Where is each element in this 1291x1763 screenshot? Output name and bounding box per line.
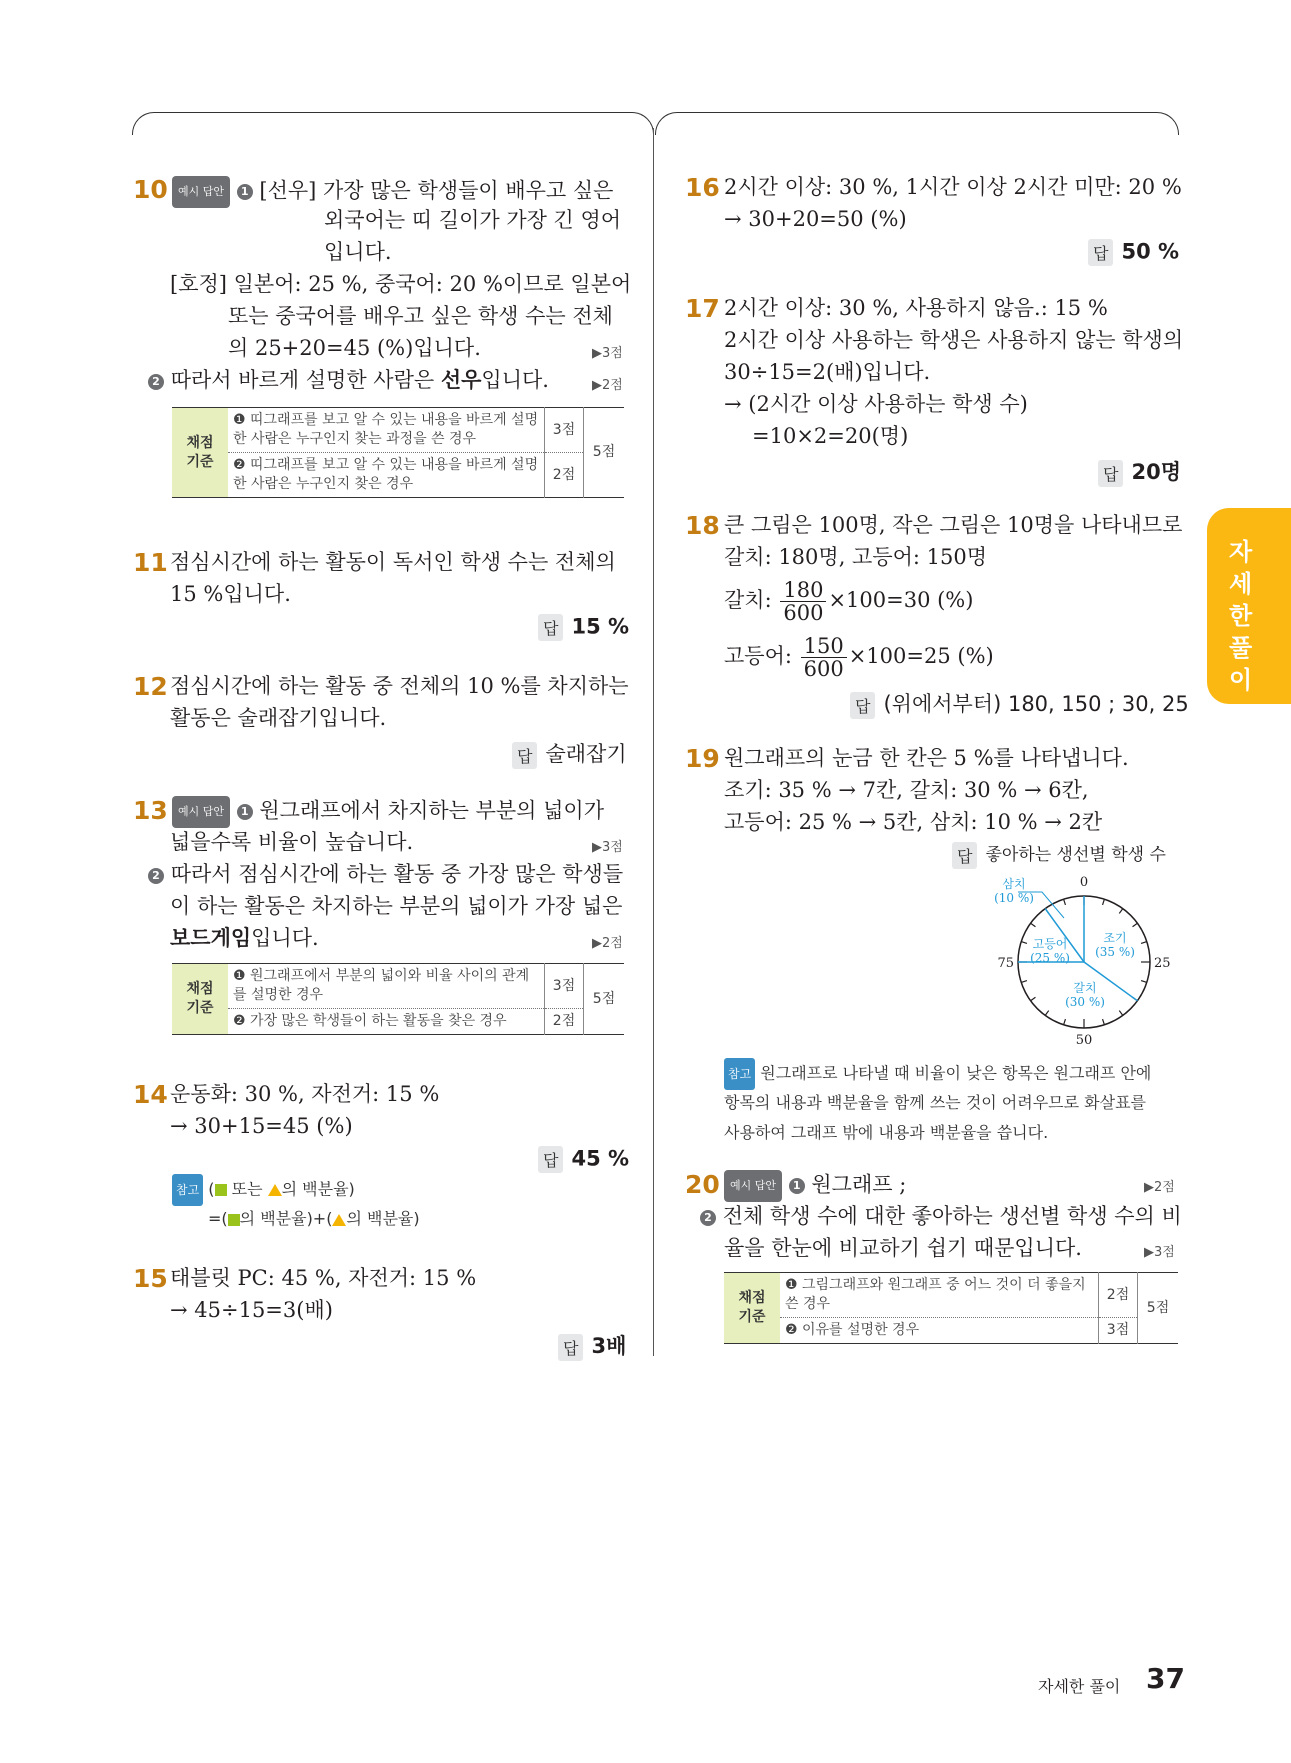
- pie-tick: [1064, 899, 1066, 905]
- slice-label-jogi: 조기: [1103, 931, 1127, 945]
- criteria-2: ❷ 가장 많은 학생들이 하는 활동을 찾은 경우: [233, 1013, 507, 1029]
- q10-line-3: 입니다.: [324, 240, 392, 264]
- criteria-1: ❶ 그림그래프와 원그래프 중 어느 것이 더 좋을지 쓴 경우: [780, 1273, 1099, 1318]
- q17-line-3: 30÷15=2(배)입니다.: [724, 360, 931, 384]
- q15-line-2: → 45÷15=3(배): [170, 1298, 333, 1322]
- q13-line-1: 예시 답안 1 원그래프에서 차지하는 부분의 넓이가: [172, 796, 604, 828]
- tick-label-50: 50: [1075, 1033, 1093, 1048]
- q12-line-1: 점심시간에 하는 활동 중 전체의 10 %를 차지하는: [170, 674, 629, 698]
- yellow-triangle-icon: [332, 1214, 346, 1226]
- q10-line-7: 2 따라서 바르게 설명한 사람은 선우입니다.: [148, 366, 549, 394]
- column-divider: [653, 128, 654, 1356]
- footer-section-label: 자세한 풀이: [1038, 1677, 1121, 1696]
- q17-line-5: =10×2=20(명): [752, 424, 909, 448]
- q20-line-1: 예시 답안 1 원그래프 ;: [724, 1170, 906, 1202]
- q14-line-1: 운동화: 30 %, 자전거: 15 %: [170, 1082, 440, 1106]
- side-tab-char: 이: [1229, 666, 1253, 694]
- scoring-criteria-table: [172, 407, 624, 498]
- criteria-2: ❷ 띠그래프를 보고 알 수 있는 내용을 바르게 설명한 사람은 누구인지 찾은 경우: [233, 457, 539, 492]
- green-square-icon: [215, 1184, 227, 1196]
- fraction: $\frac{180}{600}$: [780, 579, 826, 624]
- answer: 답 20명: [1098, 456, 1181, 487]
- scoring-criteria-table: [724, 1272, 1178, 1344]
- pie-chart: [960, 872, 1180, 1052]
- criteria-total: 5점: [584, 964, 625, 1035]
- answer: 답 15 %: [538, 614, 629, 641]
- question-number: 18: [685, 511, 720, 540]
- criteria-2: ❷ 이유를 설명한 경우: [785, 1322, 920, 1338]
- question-number: 16: [685, 173, 720, 202]
- answer: 답 45 %: [538, 1146, 629, 1173]
- q10-line-6: 의 25+20=45 (%)입니다.: [228, 336, 481, 360]
- q17-line-4: → (2시간 이상 사용하는 학생 수): [724, 392, 1028, 416]
- tick-label-25: 25: [1154, 956, 1171, 971]
- question-number: 10: [133, 175, 168, 204]
- pie-tick: [1141, 942, 1147, 944]
- points-label: ▶2점: [1144, 1180, 1175, 1195]
- q10-line-4: [호정] 일본어: 25 %, 중국어: 20 %이므로 일본어: [170, 272, 632, 296]
- step-2-icon: 2: [148, 868, 164, 884]
- pie-tick: [1031, 997, 1036, 1001]
- right-column-frame: [655, 112, 1179, 135]
- q15-line-1: 태블릿 PC: 45 %, 자전거: 15 %: [170, 1266, 477, 1290]
- criteria-2-points: 2점: [545, 453, 584, 498]
- answer: 답 술래잡기: [512, 738, 627, 769]
- answer: 답 50 %: [1088, 239, 1179, 266]
- criteria-2-points: 3점: [1099, 1318, 1138, 1344]
- criteria-label: 채점 기준: [172, 964, 228, 1035]
- q16-line-2: → 30+20=50 (%): [724, 207, 907, 231]
- q20-line-2: 2 전체 학생 수에 대한 좋아하는 생선별 학생 수의 비: [700, 1202, 1182, 1230]
- criteria-total: 5점: [584, 408, 625, 498]
- q18-fraction-2: 고등어: $\frac{150}{600}$ ×100=25 (%): [724, 634, 994, 681]
- q11-line-1: 점심시간에 하는 활동이 독서인 학생 수는 전체의: [170, 550, 616, 574]
- q19-line-1: 원그래프의 눈금 한 칸은 5 %를 나타냅니다.: [724, 746, 1129, 770]
- tick-label-0: 0: [1079, 875, 1089, 890]
- criteria-1-points: 3점: [545, 964, 584, 1009]
- pie-tick: [1119, 1011, 1123, 1016]
- criteria-label: 채점 기준: [172, 408, 228, 498]
- step-2-icon: 2: [700, 1210, 716, 1226]
- pie-tick: [1141, 981, 1147, 983]
- side-tab-char: 풀: [1229, 634, 1253, 662]
- question-number: 15: [133, 1264, 168, 1293]
- q18-line-2: 갈치: 180명, 고등어: 150명: [724, 545, 988, 569]
- q13-line-2: 넓을수록 비율이 높습니다.: [170, 830, 414, 854]
- q10-line-2: 외국어는 띠 길이가 가장 긴 영어: [324, 208, 622, 232]
- points-label: ▶2점: [592, 936, 623, 951]
- q17-line-2: 2시간 이상 사용하는 학생은 사용하지 않는 학생의: [724, 328, 1184, 352]
- criteria-1-points: 3점: [545, 408, 584, 453]
- q20-line-3: 율을 한눈에 비교하기 쉽기 때문입니다.: [724, 1236, 1082, 1260]
- criteria-1: ❶ 원그래프에서 부분의 넓이와 비율 사이의 관계를 설명한 경우: [228, 964, 545, 1009]
- step-1-icon: 1: [789, 1178, 805, 1194]
- side-section-tab[interactable]: [1207, 508, 1291, 704]
- criteria-total: 5점: [1138, 1273, 1179, 1344]
- example-answer-badge: 예시 답안: [172, 176, 230, 208]
- q18-fraction-1: 갈치: $\frac{180}{600}$ ×100=30 (%): [724, 578, 974, 625]
- points-label: ▶3점: [592, 346, 623, 361]
- page-number: 37: [1146, 1662, 1185, 1695]
- pie-tick: [1021, 981, 1027, 983]
- question-number: 14: [133, 1080, 168, 1109]
- step-1-icon: 1: [237, 804, 253, 820]
- example-answer-badge: 예시 답안: [172, 796, 230, 828]
- q13-line-5: 보드게임입니다.: [170, 925, 319, 950]
- q19-line-2: 조기: 35 % → 7칸, 갈치: 30 % → 6칸,: [724, 778, 1089, 802]
- side-tab-char: 자: [1229, 538, 1253, 566]
- slice-pct-jogi: (35 %): [1095, 945, 1135, 959]
- fraction: $\frac{150}{600}$: [801, 635, 847, 680]
- q16-line-1: 2시간 이상: 30 %, 1시간 이상 2시간 미만: 20 %: [724, 175, 1182, 199]
- step-2-icon: 2: [148, 374, 164, 390]
- question-number: 17: [685, 294, 720, 323]
- question-number: 11: [133, 548, 168, 577]
- question-number: 13: [133, 796, 168, 825]
- q10-line-5: 또는 중국어를 배우고 싶은 학생 수는 전체: [228, 304, 613, 328]
- criteria-1: ❶ 띠그래프를 보고 알 수 있는 내용을 바르게 설명한 사람은 누구인지 찾는 과정을 쓴 경우: [228, 408, 545, 453]
- q18-line-1: 큰 그림은 100명, 작은 그림은 10명을 나타내므로: [724, 513, 1183, 537]
- pie-tick: [1064, 1019, 1066, 1025]
- q12-line-2: 활동은 술래잡기입니다.: [170, 706, 387, 730]
- q11-line-2: 15 %입니다.: [170, 582, 291, 606]
- pie-tick: [1103, 899, 1105, 905]
- points-label: ▶3점: [1144, 1245, 1175, 1260]
- criteria-1-points: 2점: [1099, 1273, 1138, 1318]
- tick-label-75: 75: [997, 956, 1014, 971]
- yellow-triangle-icon: [268, 1184, 282, 1196]
- slice-label-godeungeo: 고등어: [1032, 937, 1068, 951]
- criteria-2-points: 2점: [545, 1009, 584, 1035]
- slice-pct-galchi: (30 %): [1065, 995, 1105, 1009]
- side-tab-char: 세: [1229, 570, 1253, 598]
- q19-note-line-1: 참고 원그래프로 나타낼 때 비율이 낮은 항목은 원그래프 안에: [724, 1058, 1151, 1090]
- q19-note-line-3: 사용하여 그래프 밖에 내용과 백분율을 씁니다.: [724, 1123, 1049, 1142]
- question-number: 19: [685, 744, 720, 773]
- answer: 답 (위에서부터) 180, 150 ; 30, 25: [850, 688, 1189, 719]
- question-number: 20: [685, 1170, 720, 1199]
- q10-line-1: 예시 답안 1 [선우] 가장 많은 학생들이 배우고 싶은: [172, 176, 613, 208]
- pie-tick: [1133, 923, 1138, 927]
- answer: 답 3배: [558, 1330, 626, 1361]
- side-tab-char: 한: [1229, 602, 1253, 630]
- q13-line-3: 2 따라서 점심시간에 하는 활동 중 가장 많은 학생들: [148, 860, 623, 888]
- slice-pct-godeungeo: (25 %): [1030, 951, 1070, 965]
- q13-line-4: 이 하는 활동은 차지하는 부분의 넓이가 가장 넓은: [170, 894, 623, 918]
- slice-label-samchi: 삼치: [1002, 877, 1026, 891]
- pie-tick: [1045, 1011, 1049, 1016]
- q14-note-line-2: =( 의 백분율)+( 의 백분율): [208, 1209, 420, 1228]
- example-answer-badge: 예시 답안: [724, 1170, 782, 1202]
- step-1-icon: 1: [237, 184, 253, 200]
- pie-tick: [1103, 1019, 1105, 1025]
- points-label: ▶2점: [592, 378, 623, 393]
- question-number: 12: [133, 672, 168, 701]
- note-badge: 참고: [172, 1174, 203, 1206]
- q14-line-2: → 30+15=45 (%): [170, 1114, 353, 1138]
- q14-note-line-1: 참고 ( 또는 의 백분율): [172, 1174, 355, 1206]
- note-badge: 참고: [724, 1058, 755, 1090]
- answer: 답 좋아하는 생선별 학생 수: [952, 840, 1166, 869]
- pie-tick: [1119, 909, 1123, 914]
- slice-pct-samchi: (10 %): [994, 891, 1034, 905]
- pie-tick: [1031, 923, 1036, 927]
- slice-label-galchi: 갈치: [1073, 981, 1097, 995]
- green-square-icon: [228, 1214, 240, 1226]
- q17-line-1: 2시간 이상: 30 %, 사용하지 않음.: 15 %: [724, 296, 1108, 320]
- scoring-criteria-table: [172, 963, 624, 1035]
- criteria-label: 채점 기준: [724, 1273, 780, 1344]
- points-label: ▶3점: [592, 840, 623, 855]
- q19-line-3: 고등어: 25 % → 5칸, 삼치: 10 % → 2칸: [724, 810, 1103, 834]
- pie-tick: [1021, 942, 1027, 944]
- left-column-frame: [132, 112, 654, 135]
- q19-note-line-2: 항목의 내용과 백분율을 함께 쓰는 것이 어려우므로 화살표를: [724, 1093, 1147, 1112]
